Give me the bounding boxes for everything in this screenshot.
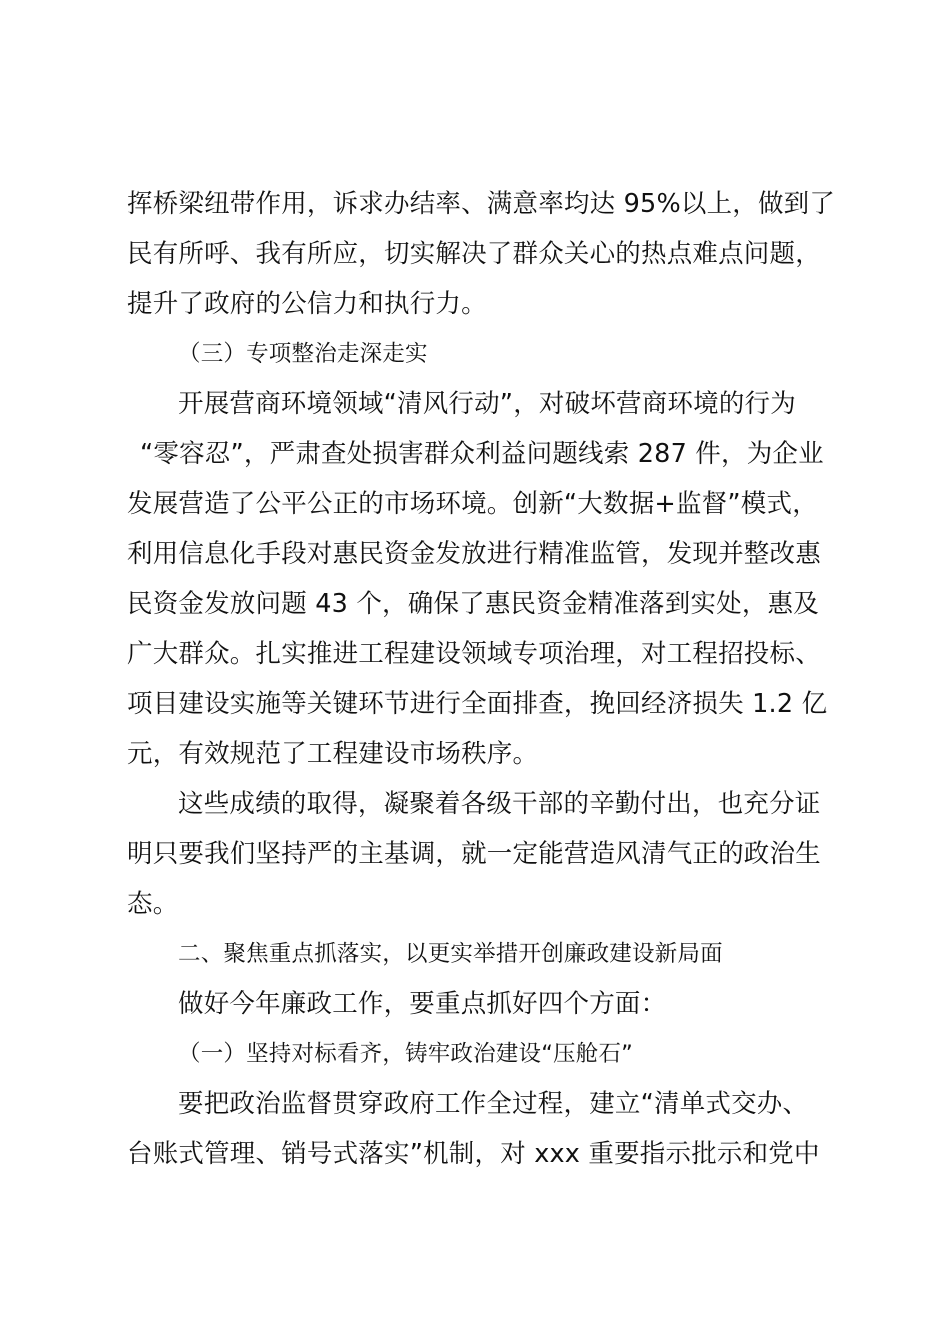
body-text-line: 元，有效规范了工程建设市场秩序。	[127, 739, 539, 769]
section-heading: 二、聚焦重点抓落实，以更实举措开创廉政建设新局面	[178, 941, 723, 967]
body-text-line: 台账式管理、销号式落实”机制，对 xxx 重要指示批示和党中	[127, 1139, 820, 1169]
body-text-line: 提升了政府的公信力和执行力。	[127, 289, 487, 319]
body-text-line: “零容忍”，严肃查处损害群众利益问题线索 287 件，为企业	[140, 439, 824, 469]
body-text-line: 民资金发放问题 43 个，确保了惠民资金精准落到实处，惠及	[127, 589, 819, 619]
body-text-line: 开展营商环境领域“清风行动”，对破坏营商环境的行为	[178, 389, 796, 419]
subheading: （一）坚持对标看齐，铸牢政治建设“压舱石”	[178, 1041, 634, 1067]
body-text-line: 项目建设实施等关键环节进行全面排查，挽回经济损失 1.2 亿	[127, 689, 828, 719]
body-text-line: 要把政治监督贯穿政府工作全过程，建立“清单式交办、	[178, 1089, 809, 1119]
body-text-line: 广大群众。扎实推进工程建设领域专项治理，对工程招投标、	[127, 639, 821, 669]
body-text-line: 利用信息化手段对惠民资金发放进行精准监管，发现并整改惠	[127, 539, 821, 569]
body-text-line: 态。	[127, 889, 179, 919]
body-text-line: 民有所呼、我有所应，切实解决了群众关心的热点难点问题，	[127, 239, 821, 269]
body-text-line: 明只要我们坚持严的主基调，就一定能营造风清气正的政治生	[127, 839, 821, 869]
body-text-line: 做好今年廉政工作，要重点抓好四个方面：	[178, 989, 667, 1019]
subheading: （三）专项整治走深走实	[178, 341, 428, 367]
body-text-line: 挥桥梁纽带作用，诉求办结率、满意率均达 95%以上，做到了	[127, 189, 836, 219]
body-text-line: 这些成绩的取得，凝聚着各级干部的辛勤付出，也充分证	[178, 789, 821, 819]
body-text-line: 发展营造了公平公正的市场环境。创新“大数据+监督”模式，	[127, 489, 818, 519]
